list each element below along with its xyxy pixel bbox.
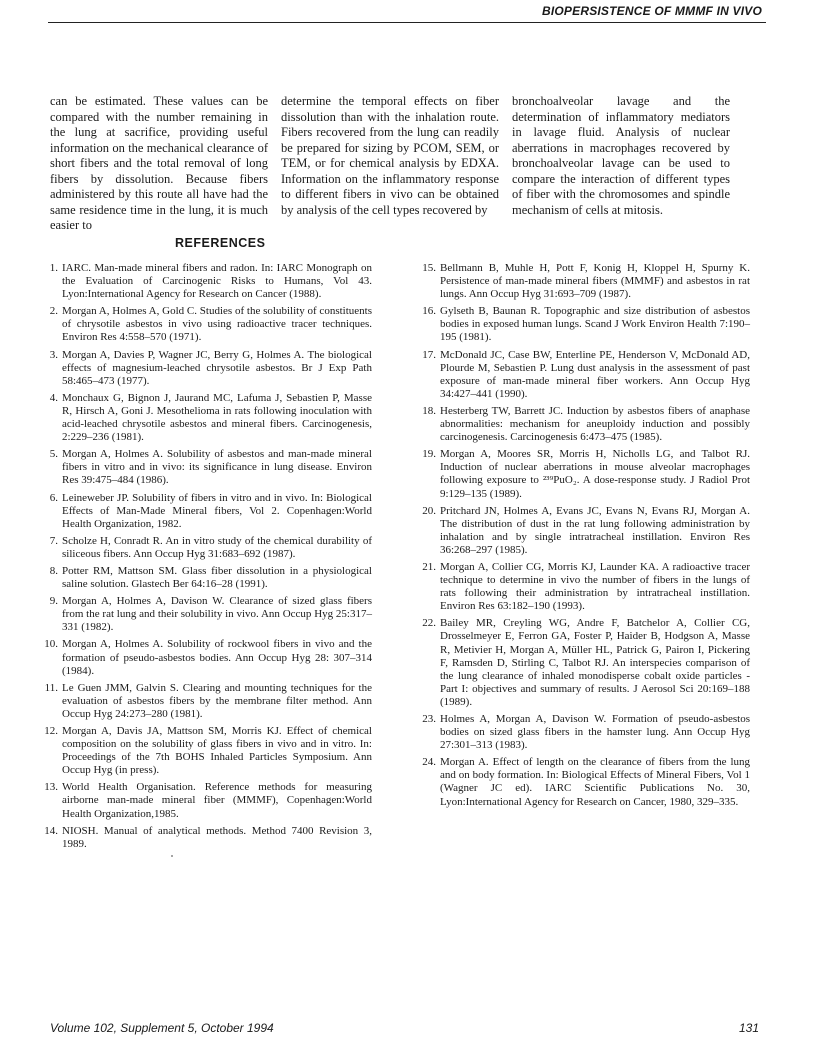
reference-item (420, 349, 750, 401)
reference-item (42, 781, 372, 820)
body-column-3: bronchoalveolar lavage and the determination of inflammatory mediators in lavage fluid. Analysis of nuclear aberrations in macrophages recovered by bronchoalveolar lavage can be used to compare the interaction of different types of fiber with the chromosomes and spindle mechanism of cells at mitosis. (512, 94, 730, 217)
reference-number: 2. (49, 305, 58, 318)
reference-item (420, 448, 750, 500)
reference-item (42, 349, 372, 388)
reference-text: Pritchard JN, Holmes A, Evans JC, Evans N, Evans RJ, Morgan A. The distribution of dust in the rat lung following administration by inhalation and by single intratracheal instillation. Environ Res 36:268–297 (1985). (440, 504, 750, 556)
reference-number: 4. (49, 391, 58, 404)
reference-number: 12. (44, 725, 58, 737)
reference-text: Morgan A, Davies P, Wagner JC, Berry G, Holmes A. The biological effects of magnesium-leached chrysotile asbestos. Br J Exp Path 58:465–473 (1977). (62, 348, 372, 387)
reference-text: Potter RM, Mattson SM. Glass fiber dissolution in a physiological saline solution. Glastech Ber 64:16–28 (1991). (62, 564, 372, 591)
journal-volume: Volume 102, Supplement 5, October 1994 (50, 1021, 274, 1035)
reference-number: 3. (49, 348, 58, 361)
reference-item (42, 638, 372, 677)
reference-item (42, 565, 372, 591)
reference-number: 15. (422, 262, 436, 274)
reference-number: 13. (44, 781, 58, 794)
reference-item (420, 405, 750, 444)
reference-item (42, 595, 372, 634)
reference-item (420, 561, 750, 613)
reference-item (420, 262, 750, 301)
body-column-2: determine the temporal effects on fiber dissolution than with the inhalation route. Fibers recovered from the lung can readily be prepared for sizing by PCOM, SEM, or TEM, or for chemical analysis by EDXA. Information on the inflammatory response to different fibers in vivo can be obtained by analysis of the cell types recovered by (281, 94, 499, 217)
reference-number: 23. (422, 713, 436, 725)
reference-list-right (420, 262, 750, 809)
reference-text: Morgan A, Collier CG, Morris KJ, Launder KA. A radioactive tracer technique to determine in vivo the number of fibers in the lungs of rats following their administration by intratracheal instillation. Environ Res 63:182–190 (1993). (440, 560, 750, 613)
reference-text: Morgan A, Davis JA, Mattson SM, Morris KJ. Effect of chemical composition on the solubility of glass fibers in vivo and in vitro. In: Proceedings of the 7th BOHS Inhaled Particles Symposium. Ann Occup Hyg (in press). (62, 725, 372, 777)
reference-item (42, 305, 372, 344)
reference-item (42, 535, 372, 561)
reference-number: 6. (49, 491, 58, 504)
reference-number: 21. (422, 560, 436, 573)
running-head: BIOPERSISTENCE OF MMMF IN VIVO (541, 4, 762, 18)
reference-text: NIOSH. Manual of analytical methods. Method 7400 Revision 3, 1989. (62, 824, 372, 850)
references-heading: REFERENCES (175, 236, 266, 250)
header-rule (48, 22, 766, 23)
reference-text: Holmes A, Morgan A, Davison W. Formation of pseudo-asbestos bodies on sized glass fibers in the hamster lung. Ann Occup Hyg 27:301–313 (1983). (440, 713, 750, 752)
reference-text: McDonald JC, Case BW, Enterline PE, Henderson V, McDonald AD, Plourde M, Sebastien P. Lung dust analysis in the assessment of past exposure of man-made mineral fiber workers. Ann Occup Hyg 34:427–441 (1990). (440, 348, 750, 400)
reference-number: 18. (422, 404, 436, 417)
reference-number: 24. (422, 756, 436, 769)
reference-item (420, 505, 750, 557)
reference-number: 17. (422, 348, 436, 361)
reference-text: Monchaux G, Bignon J, Jaurand MC, Lafuma J, Sebastien P, Masse R, Hirsch A, Goni J. Mesothelioma in rats following inoculation with acid-leached chrysotile asbestos and mineral fibers. Carcinogenesis, 2:229–236 (1981). (62, 391, 372, 444)
reference-text: Leineweber JP. Solubility of fibers in vitro and in vivo. In: Biological Effects of Man-Made Mineral fibers, Vol 2. Copenhagen:World Health Organization, 1982. (62, 491, 372, 530)
reference-text: Le Guen JMM, Galvin S. Clearing and mounting techniques for the evaluation of asbestos fibers by the membrane filter method. Ann Occup Hyg 24:273–280 (1981). (62, 681, 372, 720)
reference-text: Morgan A, Holmes A. Solubility of asbestos and man-made mineral fibers in vitro and in vivo: its significance in lung disease. Environ Res 39:475–484 (1986). (62, 448, 372, 487)
body-column-1: can be estimated. These values can be compared with the number remaining in the lung at sacrifice, providing useful information on the mechanical clearance of short fibers and the total removal of long fibers by dissolution. Because fibers administered by this route all have had the same residence time in the lung, it is much easier to (50, 94, 268, 232)
reference-number: 5. (49, 448, 58, 461)
reference-text: Morgan A. Effect of length on the clearance of fibers from the lung and on body formation. In: Biological Effects of Mineral Fibers, Vol 1 (Wagner JC ed). IARC Scientific Publications No. 30, Lyon:International Agency for Research on Cancer, 1980, 329–335. (440, 756, 750, 808)
reference-text: Morgan A, Holmes A. Solubility of rockwool fibers in vivo and the formation of pseudo-asbestos bodies. Ann Occup Hyg 28: 307–314 (1984). (62, 638, 372, 677)
reference-text: Scholze H, Conradt R. An in vitro study of the chemical durability of siliceous fibers. Ann Occup Hyg 31:683–692 (1987). (62, 534, 372, 560)
reference-item (420, 617, 750, 709)
reference-number: 8. (49, 564, 58, 577)
reference-item (42, 682, 372, 721)
reference-number: 7. (49, 534, 58, 547)
reference-number: 20. (422, 504, 436, 517)
reference-text: Morgan A, Moores SR, Morris H, Nicholls LG, and Talbot RJ. Induction of nuclear aberrations in mouse alveolar macrophages following exposure to ²³⁹PuO₂. A dose-response study. J Radiol Prot 9:129–135 (1989). (440, 448, 750, 500)
reference-number: 1. (49, 262, 58, 274)
reference-text: Hesterberg TW, Barrett JC. Induction by asbestos fibers of anaphase abnormalities: mechanism for aneuploidy induction and possibly carcinogenesis. Carcinogenesis 6:473–475 (1985). (440, 404, 750, 444)
page-number: 131 (738, 1021, 759, 1035)
reference-item (42, 262, 372, 301)
reference-number: 14. (44, 824, 58, 837)
reference-text: IARC. Man-made mineral fibers and radon. In: IARC Monograph on the Evaluation of Carcinogenic Risks to Humans, Vol 43. Lyon:International Agency for Research on Cancer (1988). (62, 262, 372, 301)
reference-number: 16. (422, 305, 436, 318)
reference-item (420, 713, 750, 752)
reference-item (42, 448, 372, 487)
reference-item (420, 756, 750, 808)
reference-item (42, 392, 372, 444)
reference-text: Bailey MR, Creyling WG, Andre F, Batchelor A, Collier CG, Drosselmeyer E, Ferron GA, Foster P, Haider B, Hodgson A, Masse R, Metivier H, Morgan A, Müller HL, Patrick G, Pairon I, Pickering F, Ramsden D, Stirling C, Talbot RJ. An interspecies comparison of the lung clearance of inhaled monodisperse cobalt oxide particles - Part I: objectives and summary of results. J Aerosol Sci 20:169–188 (1989). (440, 617, 750, 708)
reference-item (42, 825, 372, 851)
reference-text: Gylseth B, Baunan R. Topographic and size distribution of asbestos bodies in exposed human lungs. Scand J Work Environ Health 7:190–195 (1981). (440, 305, 750, 344)
references-left-column (42, 262, 372, 855)
reference-item (420, 305, 750, 344)
references-right-column (420, 262, 750, 813)
reference-text: Morgan A, Holmes A, Davison W. Clearance of sized glass fibers from the rat lung and their solubility in vivo. Ann Occup Hyg 25:317–331 (1982). (62, 595, 372, 634)
reference-number: 9. (49, 595, 58, 608)
stray-mark (171, 855, 173, 857)
reference-number: 10. (44, 638, 58, 651)
reference-item (42, 725, 372, 777)
reference-text: World Health Organisation. Reference methods for measuring airborne man-made mineral fiber (MMMF), Copenhagen:World Health Organization,1985. (62, 781, 372, 820)
reference-number: 22. (422, 617, 436, 630)
reference-number: 11. (44, 681, 58, 694)
reference-list-left (42, 262, 372, 851)
reference-item (42, 492, 372, 531)
reference-text: Morgan A, Holmes A, Gold C. Studies of the solubility of constituents of chrysotile asbestos in vivo using radioactive tracer techniques. Environ Res 4:558–570 (1971). (62, 305, 372, 344)
reference-number: 19. (422, 448, 436, 461)
reference-text: Bellmann B, Muhle H, Pott F, Konig H, Kloppel H, Spurny K. Persistence of man-made mineral fibers (MMMF) and asbestos in rat lungs. Ann Occup Hyg 31:693–709 (1987). (440, 262, 750, 301)
